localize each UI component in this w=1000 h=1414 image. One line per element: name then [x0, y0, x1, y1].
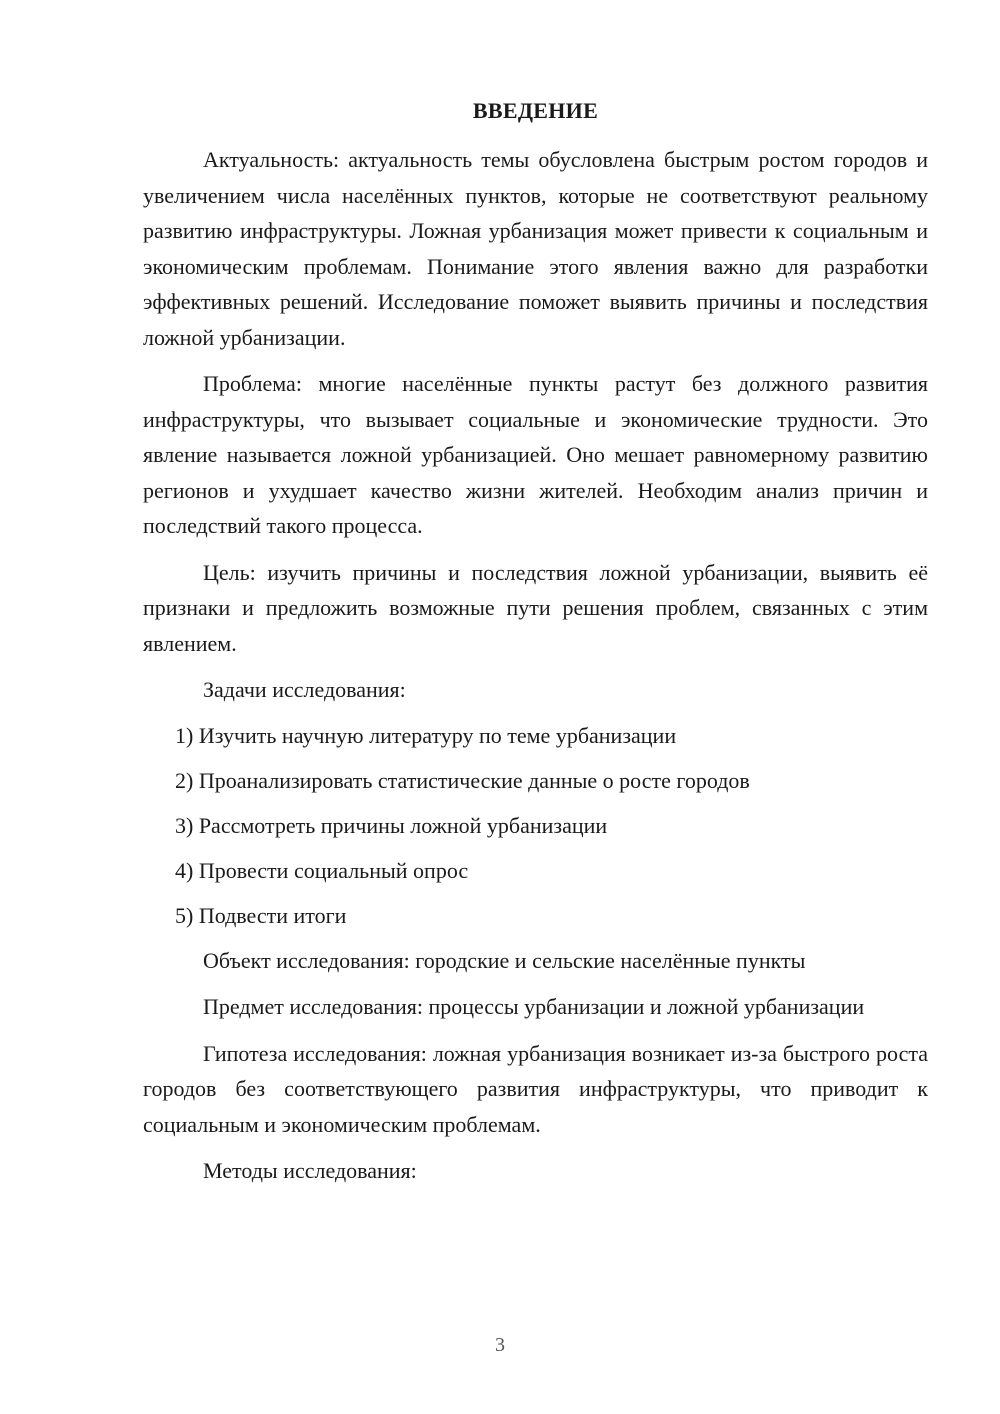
page-number: 3: [495, 1334, 505, 1356]
paragraph-hypothesis: Гипотеза исследования: ложная урбанизация возникает из-за быстрого роста городов без соответствующего развития инфраструктуры, что приводит к социальным и экономическим проблемам.: [143, 1040, 928, 1137]
list-item: 5) Подвести итоги: [175, 902, 347, 928]
tasks-list: [143, 718, 928, 934]
list-item: 2) Проанализировать статистические данные о росте городов: [175, 767, 750, 793]
document-page: [143, 96, 928, 1189]
list-item: 1) Изучить научную литературу по теме урбанизации: [175, 722, 677, 748]
list-item: 3) Рассмотреть причины ложной урбанизации: [175, 812, 608, 838]
methods-label: Методы исследования:: [203, 1158, 417, 1184]
paragraph-object: Объект исследования: городские и сельские населённые пункты: [203, 947, 806, 973]
paragraph-problem: Проблема: многие населённые пункты растут без должного развития инфраструктуры, что вызывает социальные и экономические трудности. Это явление называется ложной урбанизацией. Оно мешает равномерному развитию регионов и ухудшает качество жизни жителей. Необходим анализ причин и последствий такого процесса.: [143, 371, 928, 538]
paragraph-goal: Цель: изучить причины и последствия ложной урбанизации, выявить её признаки и предложить возможные пути решения проблем, связанных с этим явлением.: [143, 559, 928, 656]
tasks-label: Задачи исследования:: [203, 677, 406, 702]
list-item: 4) Провести социальный опрос: [175, 857, 469, 883]
page-title: ВВЕДЕНИЕ: [472, 98, 599, 123]
paragraph-relevance: Актуальность: актуальность темы обусловлена быстрым ростом городов и увеличением числа населённых пунктов, которые не соответствуют реальному развитию инфраструктуры. Ложная урбанизация может привести к социальным и экономическим проблемам. Понимание этого явления важно для разработки эффективных решений. Исследование поможет выявить причины и последствия ложной урбанизации.: [143, 147, 928, 350]
paragraph-subject: Предмет исследования: процессы урбанизации и ложной урбанизации: [203, 994, 865, 1020]
